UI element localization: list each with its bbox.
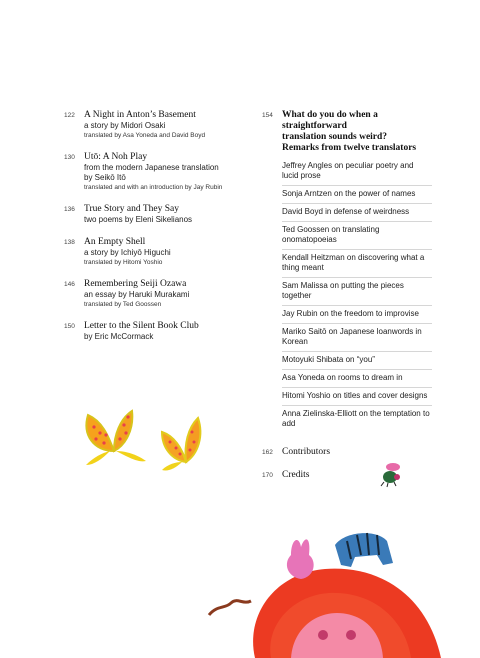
entry-translator: translated by Asa Yoneda and David Boyd <box>84 132 206 139</box>
entry-translator: translated by Hitomi Yoshio <box>84 259 163 266</box>
page-number: 154 <box>262 112 273 119</box>
entry-title: Contributors <box>282 447 331 457</box>
remark-item: Sonja Arntzen on the power of names <box>282 185 432 203</box>
page-number: 122 <box>64 112 75 119</box>
remark-item: Hitomi Yoshio on titles and cover designs <box>282 387 432 405</box>
remark-item: Mariko Saitō on Japanese loanwords in Korean <box>282 323 432 351</box>
page-number: 130 <box>64 154 75 161</box>
section-title-line: What do you do when a straightforward <box>282 110 378 131</box>
remark-item: Jay Rubin on the freedom to improvise <box>282 305 432 323</box>
toc-entry[interactable] <box>64 321 254 342</box>
page-number: 162 <box>262 449 273 456</box>
remark-item: Ted Goossen on translating onomatopoeias <box>282 221 432 249</box>
entry-title: Credits <box>282 470 310 480</box>
entry-subtitle: an essay by Haruki Murakami <box>84 290 190 299</box>
entry-translator: translated by Ted Goossen <box>84 301 162 308</box>
remark-item: Sam Malissa on putting the pieces together <box>282 277 432 305</box>
entry-subtitle: a story by Ichiyō Higuchi <box>84 248 171 257</box>
toc-entry[interactable] <box>64 110 254 140</box>
contents-right-column <box>262 110 432 493</box>
remarks-list <box>282 158 432 433</box>
section-title-line: translation sounds weird? <box>282 132 388 142</box>
entry-title: Utō: A Noh Play <box>84 152 148 162</box>
butterfly-illustration-left <box>80 405 150 475</box>
bug-illustration <box>378 460 408 488</box>
remark-item: Jeffrey Angles on peculiar poetry and lucid prose <box>282 161 414 180</box>
entry-translator: translated and with an introduction by Jay Rubin <box>84 184 223 191</box>
butterfly-illustration-right <box>158 414 216 476</box>
page-number: 170 <box>262 472 273 479</box>
toc-entry[interactable] <box>64 237 254 267</box>
creatures-illustration <box>205 525 480 658</box>
remark-item: Motoyuki Shibata on “you” <box>282 351 432 369</box>
entry-subtitle: two poems by Eleni Sikelianos <box>84 215 193 224</box>
entry-title: True Story and They Say <box>84 204 179 214</box>
toc-entry[interactable] <box>64 279 254 309</box>
entry-subtitle: from the modern Japanese translation <box>84 163 219 172</box>
page-number: 150 <box>64 323 75 330</box>
entry-title: Remembering Seiji Ozawa <box>84 279 187 289</box>
contents-left-column <box>64 110 254 354</box>
remark-item: Asa Yoneda on rooms to dream in <box>282 369 432 387</box>
remark-item: Anna Zielinska-Elliott on the temptation to add <box>282 405 432 433</box>
page-number: 136 <box>64 206 75 213</box>
remark-item: David Boyd in defense of weirdness <box>282 203 432 221</box>
page-number: 146 <box>64 281 75 288</box>
section-title-line: Remarks from twelve translators <box>282 143 417 153</box>
entry-title: An Empty Shell <box>84 237 146 247</box>
entry-subtitle: a story by Midori Osaki <box>84 121 166 130</box>
entry-subtitle-2: by Seikō Itō <box>84 173 126 182</box>
toc-entry[interactable] <box>64 204 254 225</box>
entry-title: Letter to the Silent Book Club <box>84 321 199 331</box>
remark-item: Kendall Heitzman on discovering what a thing meant <box>282 249 432 277</box>
entry-title: A Night in Anton’s Basement <box>84 110 196 120</box>
toc-entry[interactable] <box>64 152 254 192</box>
toc-entry[interactable] <box>262 447 432 458</box>
page-number: 138 <box>64 239 75 246</box>
toc-entry-remarks[interactable] <box>262 110 432 433</box>
entry-subtitle: by Eric McCormack <box>84 332 154 341</box>
